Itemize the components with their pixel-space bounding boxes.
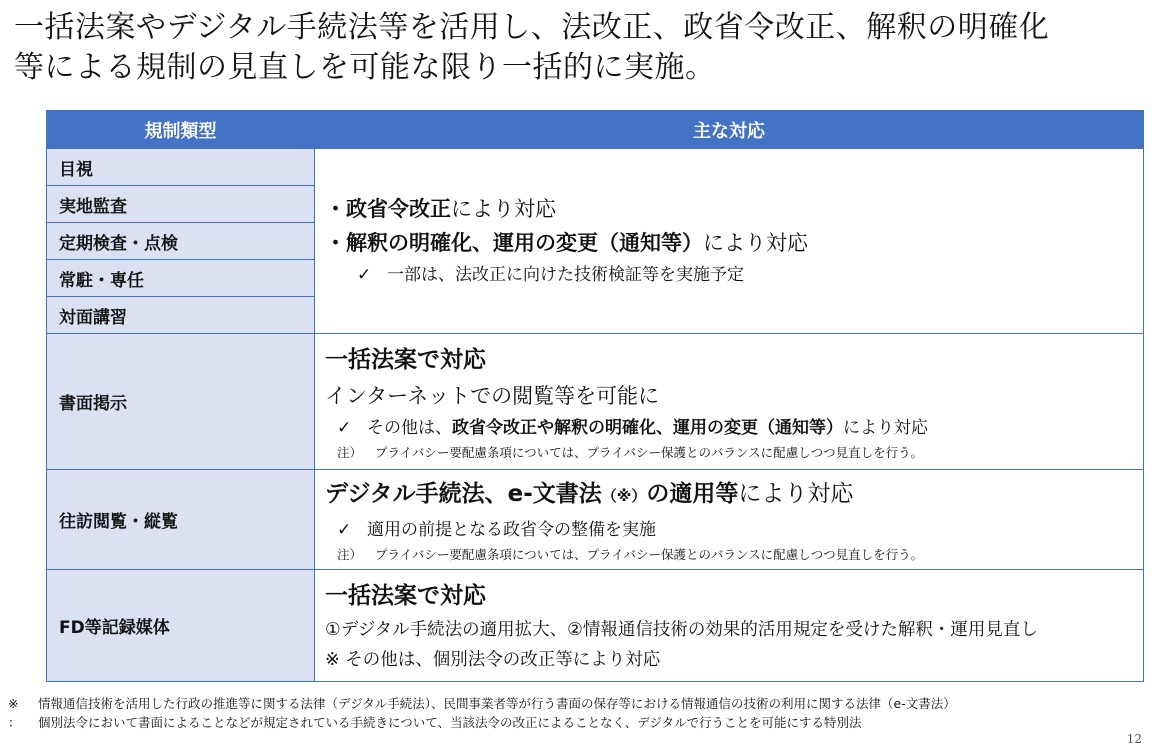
footnote-mark: ： bbox=[8, 715, 21, 730]
regulation-table bbox=[46, 110, 1144, 682]
check-icon: ✓ bbox=[357, 265, 372, 285]
response-cell-group3 bbox=[315, 470, 1144, 570]
reference-mark: （※） bbox=[601, 486, 647, 505]
table-row bbox=[47, 334, 1144, 470]
response-line: インターネットでの閲覧等を可能に bbox=[325, 383, 660, 408]
footnote bbox=[8, 694, 1148, 732]
response-line bbox=[325, 226, 1143, 260]
response-title bbox=[325, 475, 1143, 515]
note-label: 注） bbox=[337, 546, 363, 562]
page-number: 12 bbox=[1126, 732, 1142, 746]
check-icon: ✓ bbox=[337, 519, 352, 540]
header-regulation-type: 規制類型 bbox=[47, 111, 315, 149]
table-row bbox=[47, 470, 1144, 570]
response-subline bbox=[325, 260, 1143, 290]
text: により対応 bbox=[843, 417, 928, 438]
category-cell: 実地監査 bbox=[47, 186, 315, 223]
bold-text: 政省令改正や解釈の明確化、運用の変更（通知等） bbox=[452, 417, 843, 438]
text: 適用の前提となる政省令の整備を実施 bbox=[367, 519, 656, 540]
category-cell: 書面掲示 bbox=[47, 334, 315, 470]
response-title: 一括法案で対応 bbox=[325, 582, 486, 609]
footnote-mark: ※ bbox=[8, 696, 19, 711]
category-cell: 常駐・専任 bbox=[47, 260, 315, 297]
note-line bbox=[325, 443, 1143, 463]
table-row bbox=[47, 149, 1144, 186]
text: 一部は、法改正に向けた技術検証等を実施予定 bbox=[387, 265, 744, 285]
category-cell: 対面講習 bbox=[47, 297, 315, 334]
response-line: ※ その他は、個別法令の改正等により対応 bbox=[325, 649, 661, 670]
response-cell-group2 bbox=[315, 334, 1144, 470]
note-text: プライバシー要配慮条項については、プライバシー保護とのバランスに配慮しつつ見直しを行う。 bbox=[375, 444, 924, 460]
note-label: 注） bbox=[337, 444, 363, 460]
table-header-row bbox=[47, 111, 1144, 149]
footnote-text: 情報通信技術を活用した行政の推進等に関する法律（デジタル手続法）、民間事業者等が行う書面の保存等における情報通信の技術の利用に関する法律（e-文書法） bbox=[38, 696, 956, 711]
heading-line-1: 一括法案やデジタル手続法等を活用し、法改正、政省令改正、解釈の明確化 bbox=[14, 10, 1050, 45]
text: により対応 bbox=[451, 197, 556, 221]
note-line bbox=[325, 545, 1143, 565]
bold-text: デジタル手続法、e-文書法 bbox=[325, 480, 602, 507]
bold-text: ・解釈の明確化、運用の変更（通知等） bbox=[325, 231, 703, 255]
category-cell: 定期検査・点検 bbox=[47, 223, 315, 260]
category-cell: 目視 bbox=[47, 149, 315, 186]
response-subline bbox=[325, 413, 1143, 443]
response-cell-group1 bbox=[315, 149, 1144, 334]
response-title: 一括法案で対応 bbox=[325, 346, 486, 373]
category-cell: FD等記録媒体 bbox=[47, 570, 315, 682]
note-text: プライバシー要配慮条項については、プライバシー保護とのバランスに配慮しつつ見直しを行う。 bbox=[375, 546, 924, 562]
table-row bbox=[47, 570, 1144, 682]
text: により対応 bbox=[703, 231, 808, 255]
bold-text: ・政省令改正 bbox=[325, 197, 451, 221]
page-heading bbox=[14, 8, 1149, 88]
response-line: ①デジタル手続法の適用拡大、②情報通信技術の効果的活用規定を受けた解釈・運用見直し bbox=[325, 619, 1038, 640]
footnote-line bbox=[8, 694, 1148, 713]
header-main-response: 主な対応 bbox=[315, 111, 1144, 149]
text: により対応 bbox=[738, 480, 854, 507]
text: その他は、 bbox=[367, 417, 452, 438]
response-subline bbox=[325, 515, 1143, 545]
category-cell: 往訪閲覧・縦覧 bbox=[47, 470, 315, 570]
check-icon: ✓ bbox=[337, 417, 352, 438]
footnote-text: 個別法令において書面によることなどが規定されている手続きについて、当該法令の改正によることなく、デジタルで行うことを可能にする特別法 bbox=[38, 715, 862, 730]
heading-line-2: 等による規制の見直しを可能な限り一括的に実施。 bbox=[14, 50, 716, 85]
bold-text: の適用等 bbox=[646, 480, 739, 507]
response-line bbox=[325, 192, 1143, 226]
footnote-line bbox=[8, 713, 1148, 732]
response-cell-group4 bbox=[315, 570, 1144, 682]
